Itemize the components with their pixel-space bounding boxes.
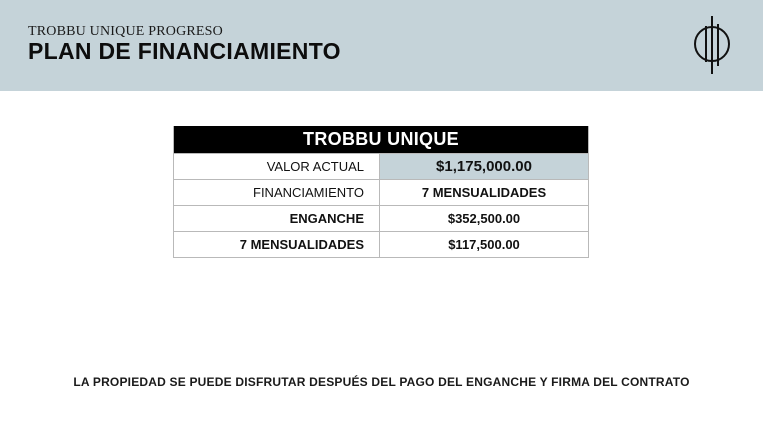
row-label-financing: FINANCIAMIENTO bbox=[174, 180, 380, 205]
table-row bbox=[174, 179, 588, 205]
table-row bbox=[174, 231, 588, 257]
table-row bbox=[174, 205, 588, 231]
striped-circle-logo-icon bbox=[690, 14, 734, 76]
page-title: PLAN DE FINANCIAMIENTO bbox=[28, 38, 341, 64]
page-subtitle: TROBBU UNIQUE PROGRESO bbox=[28, 24, 223, 39]
row-value-down-payment: $352,500.00 bbox=[447, 211, 521, 226]
table-title: TROBBU UNIQUE bbox=[174, 126, 588, 153]
row-label-current-value: VALOR ACTUAL bbox=[174, 154, 380, 179]
row-label-installments: 7 MENSUALIDADES bbox=[174, 232, 380, 257]
row-value-current-value: $1,175,000.00 bbox=[380, 154, 588, 179]
row-value-financing: 7 MENSUALIDADES bbox=[421, 185, 547, 200]
row-label-down-payment: ENGANCHE bbox=[174, 206, 380, 231]
row-value-installments: $117,500.00 bbox=[448, 237, 520, 252]
footer-note: LA PROPIEDAD SE PUEDE DISFRUTAR DESPUÉS DEL PAGO DEL ENGANCHE Y FIRMA DEL CONTRATO bbox=[73, 375, 690, 389]
page-header bbox=[0, 0, 763, 91]
financing-table bbox=[173, 126, 589, 258]
table-row bbox=[174, 153, 588, 179]
